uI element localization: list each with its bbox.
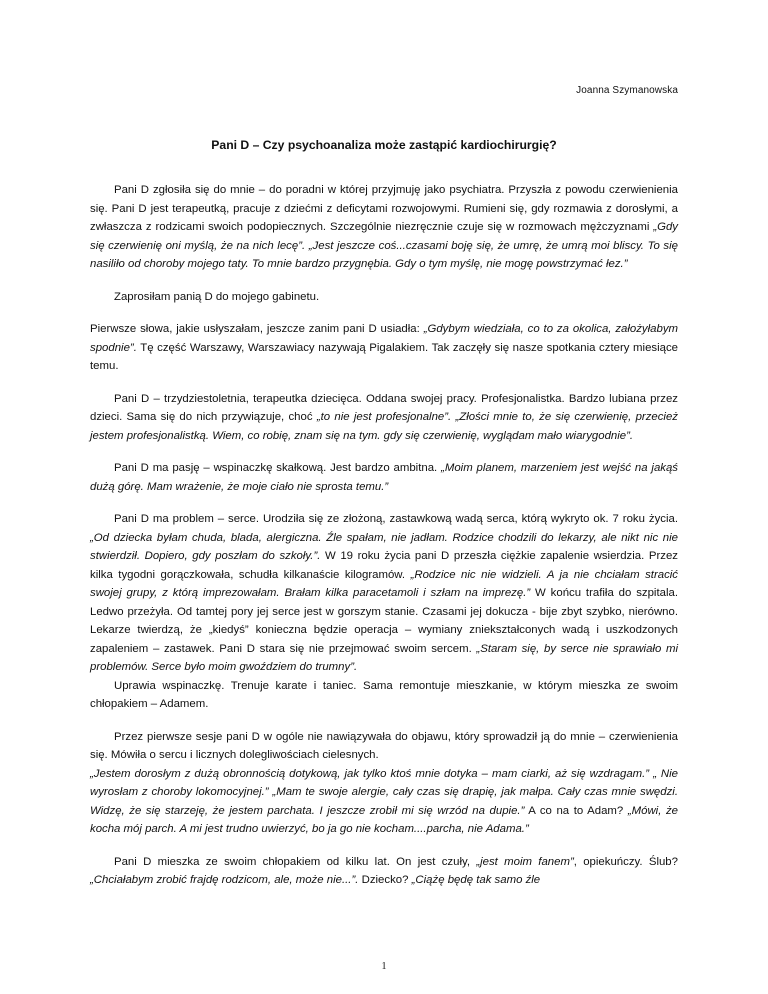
text-run: W 19 roku życia pani D przeszła ciężkie zapalenie wsierdzia. Przez kilka tygodni gorączkowała, schudła kilkanaście kilogramów. <box>90 550 678 581</box>
quote-run: „Od dziecka byłam chuda, blada, alergiczna. Źle spałam, nie jadłam. Rodzice chodzili do lekarzy, ale nikt nic nie stwierdził. Dopiero, gdy poszłam do szkoły.”. <box>90 531 678 562</box>
text-run: Pani D ma problem – serce. Urodziła się ze złożoną, zastawkową wadą serca, którą wykryto ok. 7 roku życia. <box>114 513 678 525</box>
paragraph: Uprawia wspinaczkę. Trenuje karate i taniec. Sama remontuje mieszkanie, w którym mieszka ze swoim chłopakiem – Adamem. <box>90 679 678 710</box>
quote-run: „Jestem dorosłym z dużą obronnością dotykową, jak tylko ktoś mnie dotyka – mam ciarki, aż się wzdragam.” „ Nie wyrosłam z choroby lokomocyjnej.” „Mam te swoje alergie, cały czas się drapię, jak małpa. Cały czas mnie swędzi. Widzę, że się starzeję, że jestem parchata. I jeszcze zrobił mi się wrzód na dupie.” <box>90 767 678 817</box>
quote-run: „jest moim fanem” <box>476 855 574 868</box>
text-run: Pani D ma pasję – wspinaczkę skałkową. Jest bardzo ambitna. <box>114 462 442 474</box>
text-run: Dziecko? <box>358 874 412 886</box>
quote-run: „Mówi, że kocha mój parch. A mi jest trudno uwierzyć, bo ja go nie kocham....parcha, nie Adama.” <box>90 804 678 835</box>
paragraph <box>90 181 678 274</box>
text-run: Pani D – trzydziestoletnia, terapeutka dziecięca. Oddana swojej pracy. Profesjonalistka. Bardzo lubiana przez dzieci. Sama się do nich przywiązuje, choć <box>90 392 678 423</box>
text-run: Pani D mieszka ze swoim chłopakiem od kilku lat. On jest czuły, <box>114 855 477 868</box>
paragraph <box>90 320 678 376</box>
author-name: Joanna Szymanowska <box>576 85 678 96</box>
quote-run: „Staram się, by serce nie sprawiało mi problemów. Serce było moim gwoździem do trumny”. <box>90 642 678 673</box>
document-body <box>90 181 678 890</box>
page-number: 1 <box>381 961 387 972</box>
paragraph <box>90 853 678 890</box>
paragraph <box>90 510 678 677</box>
text-run: , opiekuńczy. Ślub? <box>573 855 678 868</box>
paragraph <box>90 765 678 839</box>
paragraph: Przez pierwsze sesje pani D w ogóle nie nawiązywała do objawu, który sprowadził ją do mnie – czerwienienia się. Mówiła o sercu i licznych dolegliwościach cielesnych. <box>90 730 678 761</box>
text-run: W końcu trafiła do szpitala. Ledwo przeżyła. Od tamtej pory jej serce jest w gorszym stanie. Czasami jej dokucza - bije zbyt szybko, nierówno. Lekarze twierdzą, że „kiedyś” konieczna będzie operacja – wymiany zniekształconych wadą i uszkodzonych zapaleniem – zastawek. Pani D stara się nie przejmować swoim sercem. <box>90 587 678 655</box>
paragraph <box>90 390 678 446</box>
text-run: Pani D zgłosiła się do mnie – do poradni w której przyjmuję jako psychiatra. Przyszła z powodu czerwienienia się. Pani D jest terapeutką, pracuje z dziećmi z deficytami rozwojowymi. Rumieni się, gdy rozmawia z dorosłymi, a zwłaszcza z rodzicami swoich podopiecznych. Szczególnie niezręcznie czuje się w rozmowach mężczyznami <box>90 184 678 233</box>
quote-run: „Rodzice nic nie widzieli. A ja nie chciałam stracić swojej grupy, z którą imprezowałam. Brałam kilka paracetamoli i szłam na imprezę.” <box>90 568 679 599</box>
paragraph: Zaprosiłam panią D do mojego gabinetu. <box>114 290 320 303</box>
quote-run: „Gdy się czerwienię oni myślą, że na nich lecę”. „Jest jeszcze coś...czasami boję się, że umrę, że umrą moi bliscy. To się nasiliło od choroby mojego taty. To mnie bardzo przygnębia. Gdy o tym myślę, nie mogę powstrzymać łez.” <box>90 221 678 270</box>
text-run: Pierwsze słowa, jakie usłyszałam, jeszcze zanim pani D usiadła: <box>90 323 424 335</box>
quote-run: „Chciałabym zrobić frajdę rodzicom, ale, może nie...”. <box>90 874 359 886</box>
quote-run: „Moim planem, marzeniem jest wejść na jakąś dużą górę. Mam wrażenie, że moje ciało nie sprosta temu.” <box>90 462 679 493</box>
paragraph <box>90 459 678 496</box>
quote-run: „to nie jest profesjonalne”. „Złości mnie to, że się czerwienię, przecież jestem profesjonalistką. Wiem, co robię, znam się na tym. gdy się czerwienię, wyglądam mało wiarygodnie”. <box>90 411 678 442</box>
quote-run: „Ciążę będę tak samo źle <box>411 874 541 886</box>
text-run: Tę część Warszawy, Warszawiacy nazywają Pigalakiem. Tak zaczęły się nasze spotkania cztery miesiące temu. <box>90 341 678 372</box>
quote-run: „Gdybym wiedziała, co to za okolica, założyłabym spodnie”. <box>90 323 679 354</box>
text-run: A co na to Adam? <box>524 804 628 817</box>
document-title: Pani D – Czy psychoanaliza może zastąpić kardiochirurgię? <box>211 138 557 152</box>
